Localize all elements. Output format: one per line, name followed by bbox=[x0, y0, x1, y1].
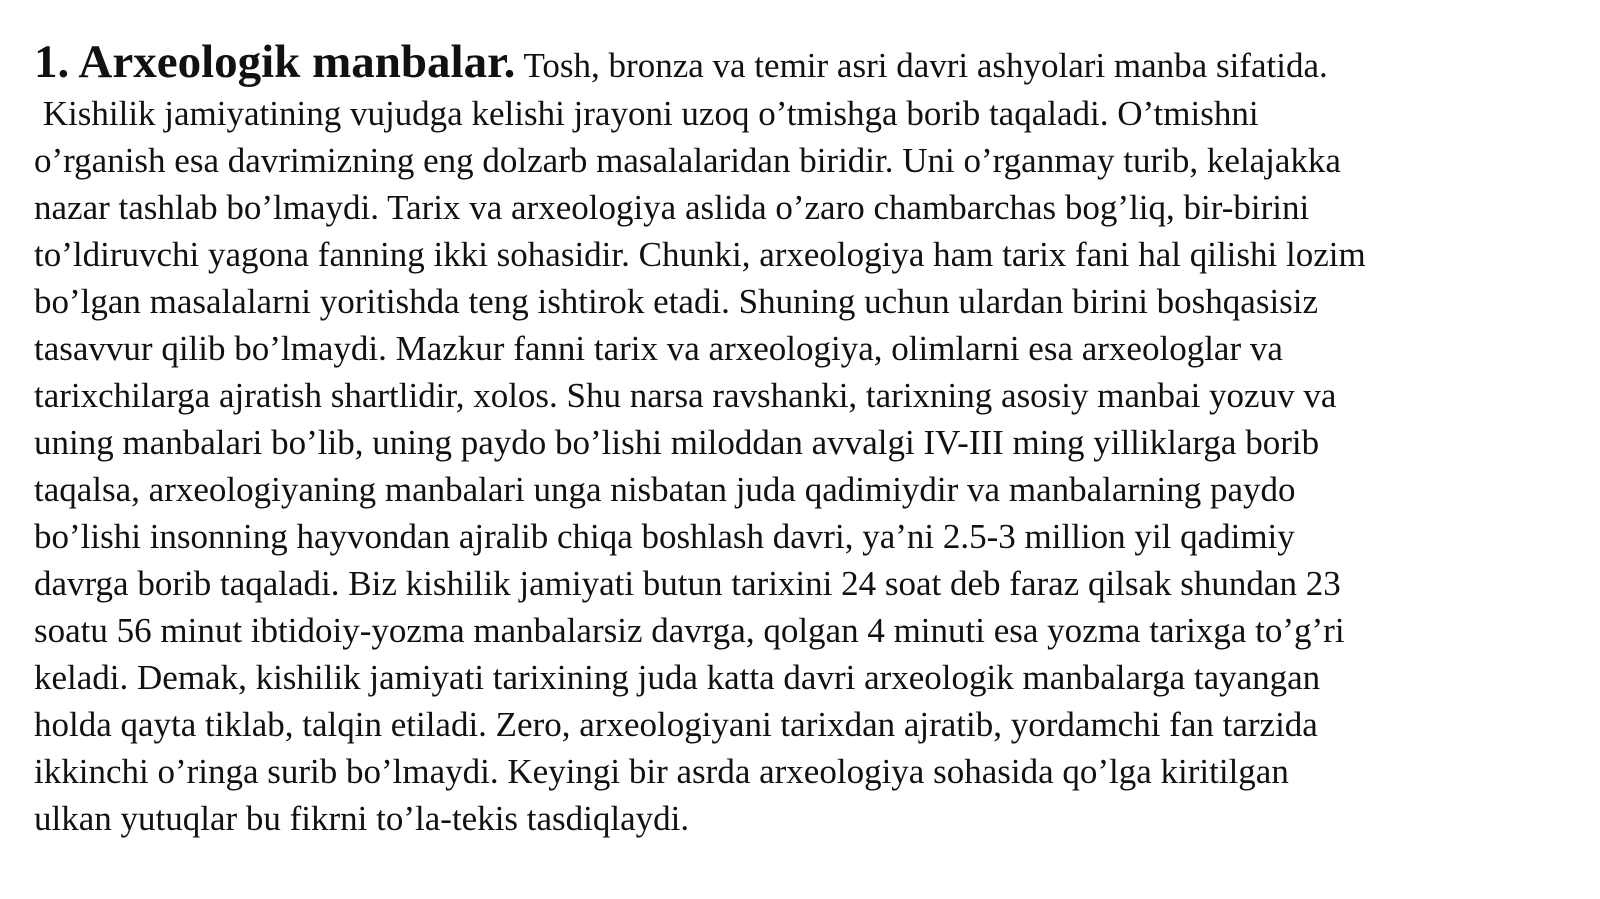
heading-line bbox=[34, 38, 1584, 90]
paragraph-line: bo’lgan masalalarni yoritishda teng ishtirok etadi. Shuning uchun ulardan birini boshqasisiz bbox=[34, 282, 1319, 321]
heading-period: . bbox=[503, 36, 516, 88]
paragraph-line: taqalsa, arxeologiyaning manbalari unga nisbatan juda qadimiydir va manbalarning paydo bbox=[34, 470, 1296, 509]
section-heading: 1. Arxeologik manbalar bbox=[34, 36, 504, 88]
paragraph-line: nazar tashlab bo’lmaydi. Tarix va arxeologiya aslida o’zaro chambarchas bog’liq, bir-birini bbox=[34, 188, 1310, 227]
body-paragraph bbox=[34, 90, 1584, 842]
paragraph-line: Kishilik jamiyatining vujudga kelishi jrayoni uzoq o’tmishga borib taqaladi. O’tmishni bbox=[34, 94, 1259, 133]
paragraph-line: soatu 56 minut ibtidoiy-yozma manbalarsiz davrga, qolgan 4 minuti esa yozma tarixga to’g’ri bbox=[34, 611, 1345, 650]
paragraph-line: ikkinchi o’ringa surib bo’lmaydi. Keyingi bir asrda arxeologiya sohasida qo’lga kiritilgan bbox=[34, 752, 1289, 791]
paragraph-line: ulkan yutuqlar bu fikrni to’la-tekis tasdiqlaydi. bbox=[34, 799, 690, 838]
paragraph-line: bo’lishi insonning hayvondan ajralib chiqa boshlash davri, ya’ni 2.5-3 million yil qadimiy bbox=[34, 517, 1295, 556]
document-page bbox=[34, 38, 1584, 842]
paragraph-line: uning manbalari bo’lib, uning paydo bo’lishi miloddan avvalgi IV-III ming yilliklarga borib bbox=[34, 423, 1320, 462]
section-subtitle: Tosh, bronza va temir asri davri ashyolari manba sifatida. bbox=[515, 46, 1328, 85]
paragraph-line: holda qayta tiklab, talqin etiladi. Zero, arxeologiyani tarixdan ajratib, yordamchi fan tarzida bbox=[34, 705, 1318, 744]
paragraph-line: tasavvur qilib bo’lmaydi. Mazkur fanni tarix va arxeologiya, olimlarni esa arxeologlar va bbox=[34, 329, 1283, 368]
paragraph-line: keladi. Demak, kishilik jamiyati tarixining juda katta davri arxeologik manbalarga tayangan bbox=[34, 658, 1321, 697]
paragraph-line: davrga borib taqaladi. Biz kishilik jamiyati butun tarixini 24 soat deb faraz qilsak shundan 23 bbox=[34, 564, 1341, 603]
paragraph-line: to’ldiruvchi yagona fanning ikki sohasidir. Chunki, arxeologiya ham tarix fani hal qilishi lozim bbox=[34, 235, 1366, 274]
paragraph-line: o’rganish esa davrimizning eng dolzarb masalalaridan biridir. Uni o’rganmay turib, kelajakka bbox=[34, 141, 1341, 180]
paragraph-line: tarixchilarga ajratish shartlidir, xolos. Shu narsa ravshanki, tarixning asosiy manbai yozuv va bbox=[34, 376, 1337, 415]
